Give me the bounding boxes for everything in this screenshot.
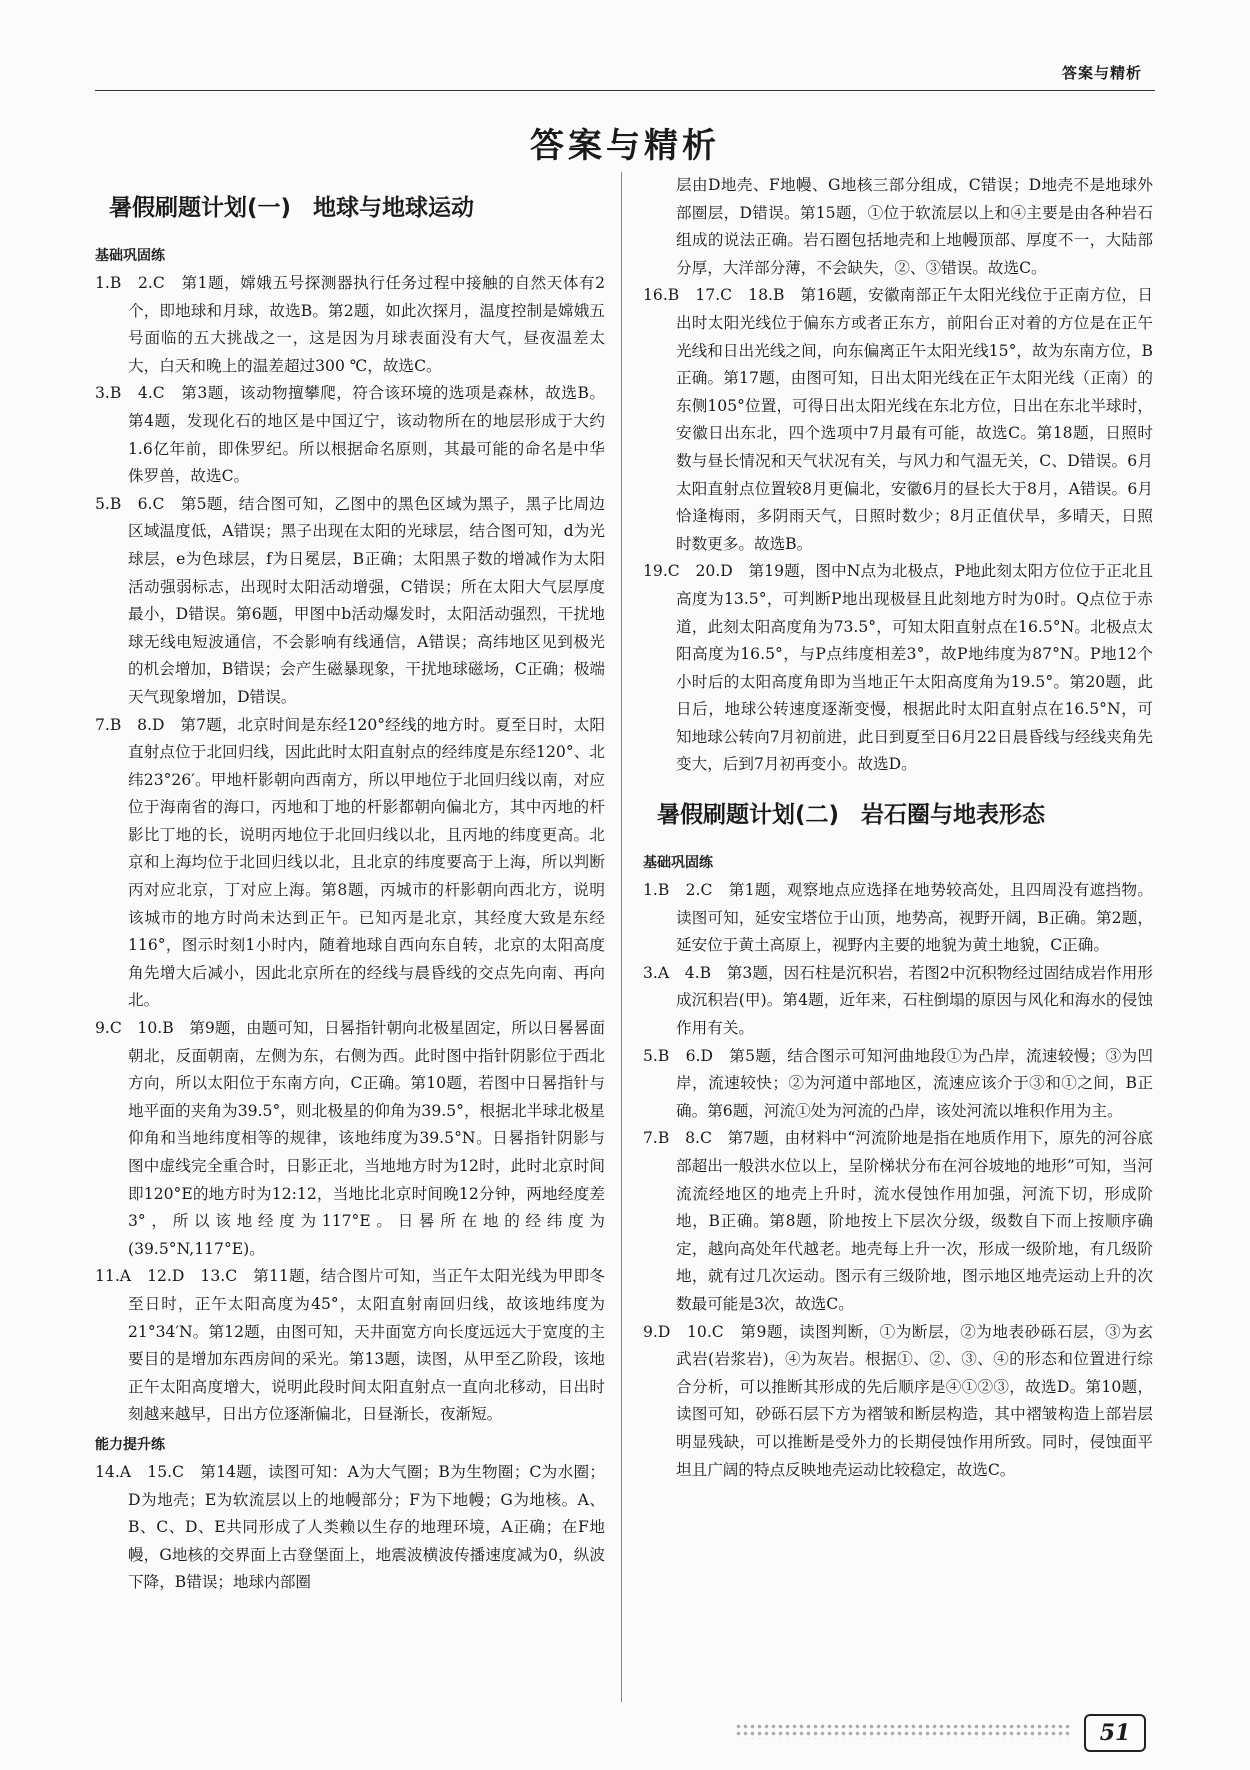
answer-item: 7.B 8.D 第7题，北京时间是东经120°经线的地方时。夏至日时，太阳直射点位于北回归线，因此此时太阳直射点的经纬度是东经120°、北纬23°26′。甲地杆影朝向西南方，所以甲地位于北回归线以南，对应位于海南省的海口，丙地和丁地的杆影都朝向偏北方，其中丙地的杆影比丁地的长，说明丙地位于北回归线以北，且丙地的纬度更高。北京和上海均位于北回归线以北，且北京的纬度要高于上海，所以判断丙对应北京，丁对应上海。第8题，丙城市的杆影朝向西北方，说明该城市的地方时尚未达到正午。已知丙是北京，其经度大致是东经116°，图示时刻1小时内，随着地球自西向东自转，北京的太阳高度角先增大后减小，因此北京所在的经线与晨昏线的交点先向南、再向北。 (95, 715, 605, 1010)
section-title-2-part-a: 暑假刷题计划(二) (657, 802, 840, 829)
subheading-basic: 基础巩固练 (95, 248, 165, 264)
section-title-2 (657, 797, 1153, 833)
header-rule (95, 90, 1155, 91)
answer-item: 5.B 6.D 第5题，结合图示可知河曲地段①为凸岸，流速较慢；③为凹岸，流速较快；②为河道中部地区，流速应该介于③和①之间，B正确。第6题，河流①处为河流的凸岸，该处河流以堆积作用为主。 (643, 1046, 1153, 1120)
answer-item: 1.B 2.C 第1题，嫦娥五号探测器执行任务过程中接触的自然天体有2个，即地球和月球，故选B。第2题，如此次探月，温度控制是嫦娥五号面临的五大挑战之一，这是因为月球表面没有大气，昼夜温差太大，白天和晚上的温差超过300 ℃，故选C。 (95, 274, 605, 375)
section-title-1 (109, 190, 605, 226)
answer-item: 1.B 2.C 第1题，观察地点应选择在地势较高处，且四周没有遮挡物。读图可知，延安宝塔位于山顶，地势高，视野开阔，B正确。第2题，延安位于黄土高原上，视野内主要的地貌为黄土地貌，C正确。 (643, 881, 1153, 955)
column-divider (621, 172, 622, 1702)
answer-item: 3.A 4.B 第3题，因石柱是沉积岩，若图2中沉积物经过固结成岩作用形成沉积岩(甲)。第4题，近年来，石柱倒塌的原因与风化和海水的侵蚀作用有关。 (643, 963, 1153, 1038)
subheading-ability: 能力提升练 (95, 1436, 165, 1453)
answer-item: 3.B 4.C 第3题，该动物擅攀爬，符合该环境的选项是森林，故选B。第4题，发现化石的地区是中国辽宁，该动物所在的地层形成于大约1.6亿年前，即侏罗纪。所以根据命名原则，其最可能的命名是中华侏罗兽，故选C。 (95, 384, 605, 486)
answer-item: 5.B 6.C 第5题，结合图可知，乙图中的黑色区域为黑子，黑子比周边区域温度低，A错误；黑子出现在太阳的光球层，结合图可知，d为光球层，e为色球层，f为日冕层，B正确；太阳黑子数的增减作为太阳活动强弱标志，出现时太阳活动增强，C错误；所在太阳大气层厚度最小，D错误。第6题，甲图中b活动爆发时，太阳活动强烈，干扰地球无线电短波通信，不会影响有线通信，A错误；高纬地区见到极光的机会增加，B错误；会产生磁暴现象，干扰地球磁场，C正确；极端天气现象增加，D错误。 (95, 494, 605, 706)
answer-item: 7.B 8.C 第7题，由材料中“河流阶地是指在地质作用下，原先的河谷底部超出一般洪水位以上，呈阶梯状分布在河谷坡地的地形”可知，当河流流经地区的地壳上升时，流水侵蚀作用加强，河流下切，形成阶地，B正确。第8题，阶地按上下层次分级，级数自下而上按顺序确定，越向高处年代越老。地壳每上升一次，形成一级阶地，有几级阶地，就有过几次运动。图示有三级阶地，图示地区地壳运动上升的次数最可能是3次，故选C。 (643, 1129, 1153, 1313)
answer-item: 14.A 15.C 第14题，读图可知：A为大气圈；B为生物圈；C为水圈；D为地壳；E为软流层以上的地幔部分；F为下地幔；G为地核。A、B、C、D、E共同形成了人类赖以生存的地理环境，A正确；在F地幔，G地核的交界面上古登堡面上，地震波横波传播速度减为0，纵波下降，B错误；地球内部圈 (95, 1462, 605, 1592)
answer-item: 9.D 10.C 第9题，读图判断，①为断层，②为地表砂砾石层，③为玄武岩(岩浆岩)，④为灰岩。根据①、②、③、④的形态和位置进行综合分析，可以推断其形成的先后顺序是④①②③，故选D。第10题，读图可知，砂砾石层下方为褶皱和断层构造，其中褶皱构造上部岩层明显残缺，可以推断是受外力的长期侵蚀作用所致。同时，侵蚀面平坦且广阔的特点反映地壳运动比较稳定，故选C。 (643, 1322, 1153, 1479)
section-title-2-part-b: 岩石圈与地表形态 (861, 802, 1046, 829)
answer-item: 9.C 10.B 第9题，由题可知，日晷指针朝向北极星固定，所以日晷晷面朝北，反面朝南，左侧为东，右侧为西。此时图中指针阴影位于西北方向，所以太阳位于东南方向，C正确。第10题，若图中日晷指针与地平面的夹角为39.5°，则北极星的仰角为39.5°，根据北半球北极星仰角和当地纬度相等的规律，该地纬度为39.5°N。日晷指针阴影与图中虚线完全重合时，日影正北，当地地方时为12时，此时北京时间即120°E的地方时为12:12，当地比北京时间晚12分钟，两地经度差3°，所以该地经度为117°E。日晷所在地的经纬度为(39.5°N,117°E)。 (95, 1019, 605, 1258)
page-title: 答案与精析 (530, 126, 720, 166)
left-column (95, 172, 605, 1597)
page-number: 51 (1084, 1714, 1146, 1752)
section-title-1-part-a: 暑假刷题计划(一) (109, 195, 292, 221)
footer-dot-pattern (735, 1723, 1070, 1739)
answer-item: 19.C 20.D 第19题，图中N点为北极点，P地此刻太阳方位位于正北且高度为13.5°，可判断P地出现极昼且此刻地方时为0时。Q点位于赤道，此刻太阳高度角为73.5°，可知太阳直射点在16.5°N。北极点太阳高度为16.5°，与P点纬度相差3°，故P地纬度为87°N。P地12个小时后的太阳高度角即为当地正午太阳高度角为19.5°。第20题，此日后，地球公转速度逐渐变慢，根据此时太阳直射点在16.5°N，可知地球公转向7月初前进，此日到夏至日6月22日晨昏线与经线夹角先变大，后到7月初再变小。故选D。 (643, 562, 1153, 774)
section-title-1-part-b: 地球与地球运动 (313, 195, 475, 221)
answer-item: 11.A 12.D 13.C 第11题，结合图片可知，当正午太阳光线为甲即冬至日时，正午太阳高度为45°，太阳直射南回归线，故该地纬度为21°34′N。第12题，由图可知，天井面宽方向长度远远大于宽度的主要目的是增加东西房间的采光。第13题，读图，从甲至乙阶段，该地正午太阳高度增大，说明此段时间太阳直射点一直向北移动，日出时刻越来越早，日出方位逐渐偏北，日昼渐长，夜渐短。 (95, 1267, 605, 1424)
answer-item-continued: 层由D地壳、F地幔、G地核三部分组成，C错误；D地壳不是地球外部圈层，D错误。第15题，①位于软流层以上和④主要是由各种岩石组成的说法正确。岩石圈包括地壳和上地幔顶部、厚度不一，大陆部分厚，大洋部分薄，不会缺失，②、③错误。故选C。 (676, 176, 1153, 277)
running-header: 答案与精析 (1061, 64, 1142, 82)
answer-item: 16.B 17.C 18.B 第16题，安徽南部正午太阳光线位于正南方位，日出时太阳光线位于偏东方或者正东方，前阳台正对着的方位是在正午光线和日出光线之间，向东偏离正午太阳光线15°，故为东南方位，B正确。第17题，由图可知，日出太阳光线在正午太阳光线（正南）的东侧105°位置，可得日出太阳光线在东北方位，日出在东北半球时，安徽日出东北，四个选项中7月最有可能，故选C。第18题，日照时数与昼长情况和天气状况有关，与风力和气温无关，C、D错误。6月太阳直射点位置较8月更偏北，安徽6月的昼长大于8月，A错误。6月恰逢梅雨，多阴雨天气，日照时数少；8月正值伏旱，多晴天，日照时数更多。故选B。 (643, 286, 1153, 553)
right-column (643, 172, 1153, 1484)
subheading-basic-2: 基础巩固练 (643, 855, 713, 872)
